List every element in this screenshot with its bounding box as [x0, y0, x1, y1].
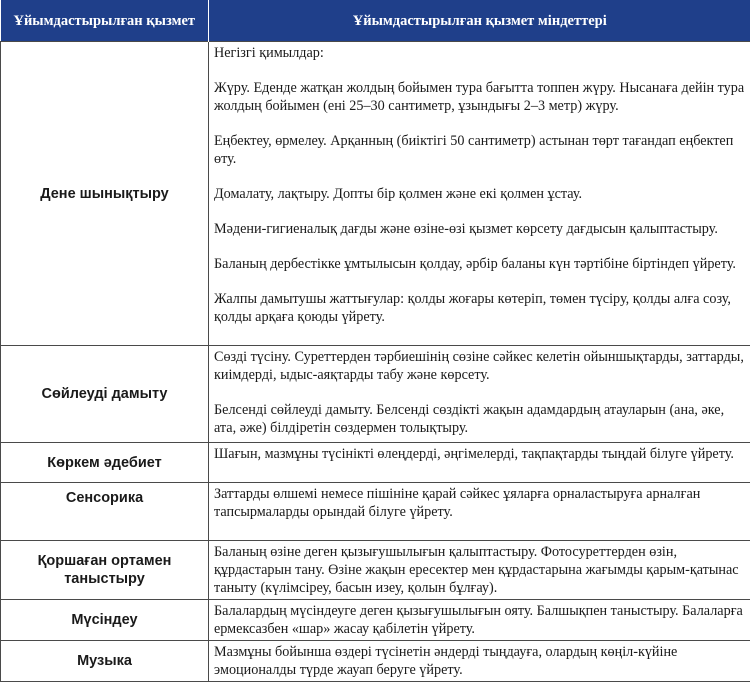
task-paragraph: Еңбектеу, өрмелеу. Арқанның (биіктігі 50 сантиметр) астынан төрт тағандап еңбектеп өту. [214, 132, 745, 168]
task-paragraph: Шағын, мазмұны түсінікті өлеңдерді, әңгімелерді, тақпақтарды тыңдай білуге үйрету. [214, 445, 745, 463]
table-row [1, 641, 750, 682]
activity-tasks [209, 600, 750, 641]
activity-tasks [209, 541, 750, 600]
activity-name: Мүсіндеу [1, 600, 209, 641]
activity-name: Көркем әдебиет [1, 443, 209, 483]
table-row [1, 600, 750, 641]
activity-name: Дене шынықтыру [1, 42, 209, 346]
task-paragraph: Балалардың мүсіндеуге деген қызығушылығын ояту. Балшықпен таныстыру. Балаларға ермексазбен «шар» жасау қабілетін үйрету. [214, 602, 745, 638]
table-row [1, 483, 750, 541]
table-row [1, 443, 750, 483]
task-paragraph: Баланың өзіне деген қызығушылығын қалыптастыру. Фотосуреттерден өзін, құрдастарын тану. Өзіне жақын ересектер мен құрдастарына жағымды қарым-қатынас таныту (күлімсіреу, басын изеу, қолын бұлғау). [214, 543, 745, 597]
activity-name: Қоршаған ортамен таныстыру [1, 541, 209, 600]
activity-tasks [209, 42, 750, 346]
activity-tasks [209, 443, 750, 483]
activity-name: Сөйлеуді дамыту [1, 346, 209, 443]
task-paragraph: Негізгі қимылдар: [214, 44, 745, 62]
table-row [1, 346, 750, 443]
table-header-row [1, 0, 750, 42]
header-activity: Ұйымдастырылған қызмет [1, 0, 209, 42]
task-paragraph: Домалату, лақтыру. Допты бір қолмен және екі қолмен ұстау. [214, 185, 745, 203]
table-row [1, 42, 750, 346]
task-paragraph: Белсенді сөйлеуді дамыту. Белсенді сөздікті жақын адамдардың атауларын (ана, әке, ата, әже) білдіретін сөздермен толықтыру. [214, 401, 745, 437]
activity-tasks [209, 346, 750, 443]
task-paragraph: Мәдени-гигиеналық дағды және өзіне-өзі қызмет көрсету дағдысын қалыптастыру. [214, 220, 745, 238]
header-tasks: Ұйымдастырылған қызмет міндеттері [209, 0, 750, 42]
activity-tasks [209, 483, 750, 541]
task-paragraph: Заттарды өлшемі немесе пішініне қарай сәйкес ұяларға орналастыруға арналған тапсырмаларды орындай білуге үйрету. [214, 485, 745, 521]
task-paragraph: Сөзді түсіну. Суреттерден тәрбиешінің сөзіне сәйкес келетін ойыншықтарды, заттарды, киімдерді, ыдыс-аяқтарды табу және көрсету. [214, 348, 745, 384]
task-paragraph: Баланың дербестікке ұмтылысын қолдау, әрбір баланы күн тәртібіне біртіндеп үйрету. [214, 255, 745, 273]
activity-name: Сенсорика [1, 483, 209, 541]
activity-name: Музыка [1, 641, 209, 682]
table-row [1, 541, 750, 600]
task-paragraph: Мазмұны бойынша өздері түсінетін әндерді тыңдауға, олардың көңіл-күйіне эмоционалды түрде жауап беруге үйрету. [214, 643, 745, 679]
task-paragraph: Жалпы дамытушы жаттығулар: қолды жоғары көтеріп, төмен түсіру, қолды алға созу, қолды арқаға қоюды үйрету. [214, 290, 745, 326]
task-paragraph: Жүру. Еденде жатқан жолдың бойымен тура бағытта топпен жүру. Нысанаға дейін тура жолдың бойымен (ені 25–30 сантиметр, ұзындығы 2–3 метр) жүру. [214, 79, 745, 115]
activity-tasks [209, 641, 750, 682]
